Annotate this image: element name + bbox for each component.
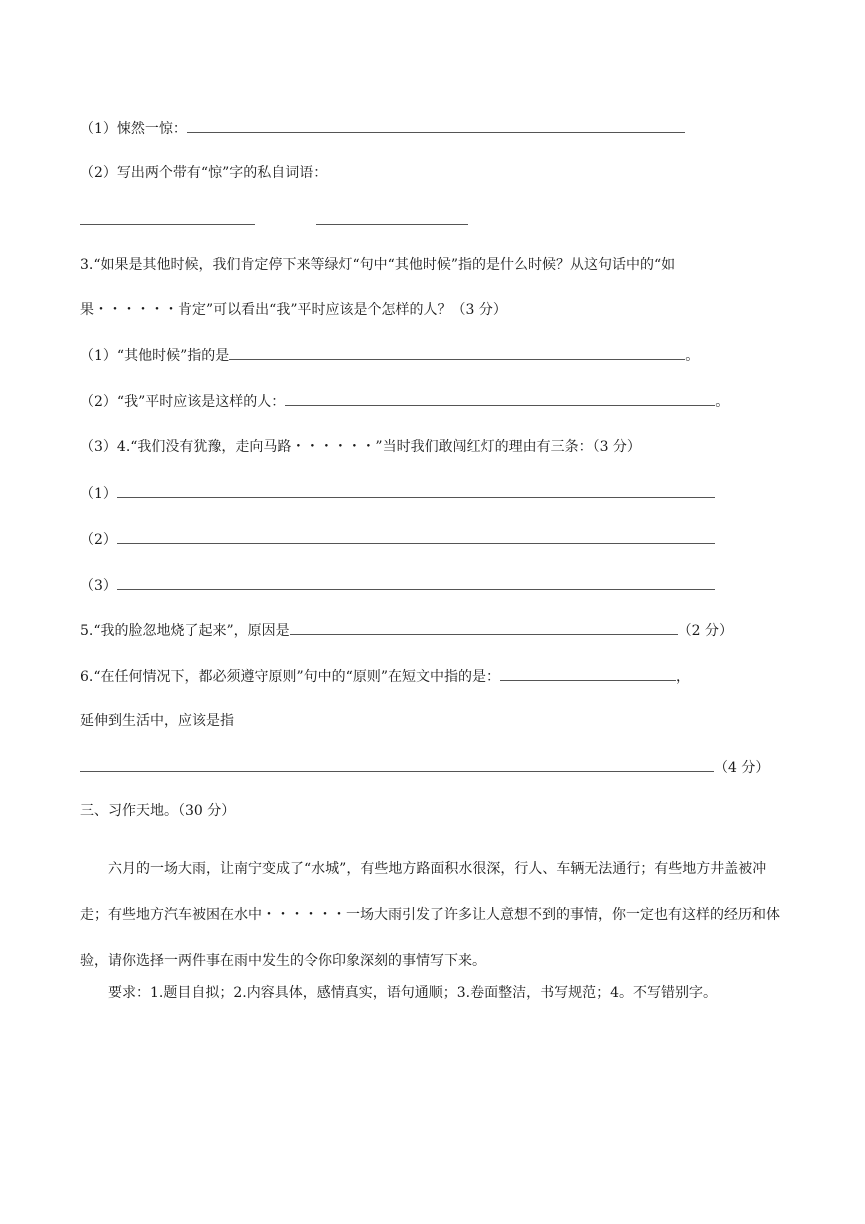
q4-reason-2-label: （2） [80,532,117,548]
q3-sub-2 [80,391,729,412]
answer-blank[interactable] [117,483,715,498]
q4-reason-2 [80,529,715,550]
q4-reason-1 [80,483,715,504]
period: 。 [685,348,700,364]
q3-sub-2-label: （2）“我”平时应该是这样的人： [80,394,286,410]
answer-blank[interactable] [500,666,676,681]
q3-line-2: 果・・・・・・肯定”可以看出“我”平时应该是个怎样的人？（3 分） [80,302,507,318]
q4-reason-1-label: （1） [80,486,117,502]
answer-blank[interactable] [316,224,468,225]
q3-sub-1 [80,345,699,366]
q3-line-1: 3.“如果是其他时候，我们肯定停下来等绿灯“句中“其他时候”指的是什么时候？从这句话中的“如 [80,257,676,273]
q6-text: 6.“在任何情况下，都必须遵守原则”句中的“原则”在短文中指的是： [80,669,500,685]
q6-line-3 [80,757,769,778]
q5-text: 5.“我的脸忽地烧了起来”，原因是 [80,623,290,639]
answer-blank[interactable] [80,757,714,772]
requirements: 要求：1.题目自拟；2.内容具体，感情真实，语句通顺；3.卷面整洁，书写规范；4。不写错别字。 [108,985,717,1001]
q5-line [80,620,733,641]
q6-line-1 [80,666,690,687]
prompt-paragraph: 六月的一场大雨，让南宁变成了“水城”，有些地方路面积水很深，行人、车辆无法通行；有些地方井盖被冲走；有些地方汽车被困在水中・・・・・・一场大雨引发了许多让人意想不到的事情，你一定也有这样的经历和体验，请你选择一两件事在雨中发生的令你印象深刻的事情写下来。 [80,861,780,969]
q3-sub-1-label: （1）“其他时候”指的是 [80,348,230,364]
answer-blank[interactable] [285,391,715,406]
answer-blank[interactable] [80,224,255,225]
q6-score: （4 分） [714,760,770,776]
section-title: 三、习作天地。（30 分） [80,803,236,819]
q4-reason-3-label: （3） [80,578,117,594]
q5-score: （2 分） [677,623,734,639]
comma: ， [676,669,690,685]
q4-line: （3）4.“我们没有犹豫，走向马路・・・・・・”当时我们敢闯红灯的理由有三条：（3 分） [80,439,641,455]
q6-line-2: 延伸到生活中，应该是指 [80,713,234,729]
q4-reason-3 [80,575,715,596]
q2-item-1 [80,118,685,139]
answer-blank[interactable] [229,345,685,360]
answer-blank[interactable] [187,118,685,133]
answer-blank[interactable] [117,529,715,544]
q2-item-1-label: （1）悚然一惊： [80,121,187,137]
q2-item-2: （2）写出两个带有“惊”字的私自词语： [80,165,328,181]
answer-blank[interactable] [290,620,678,635]
answer-blank[interactable] [117,575,715,590]
period: 。 [715,394,730,410]
